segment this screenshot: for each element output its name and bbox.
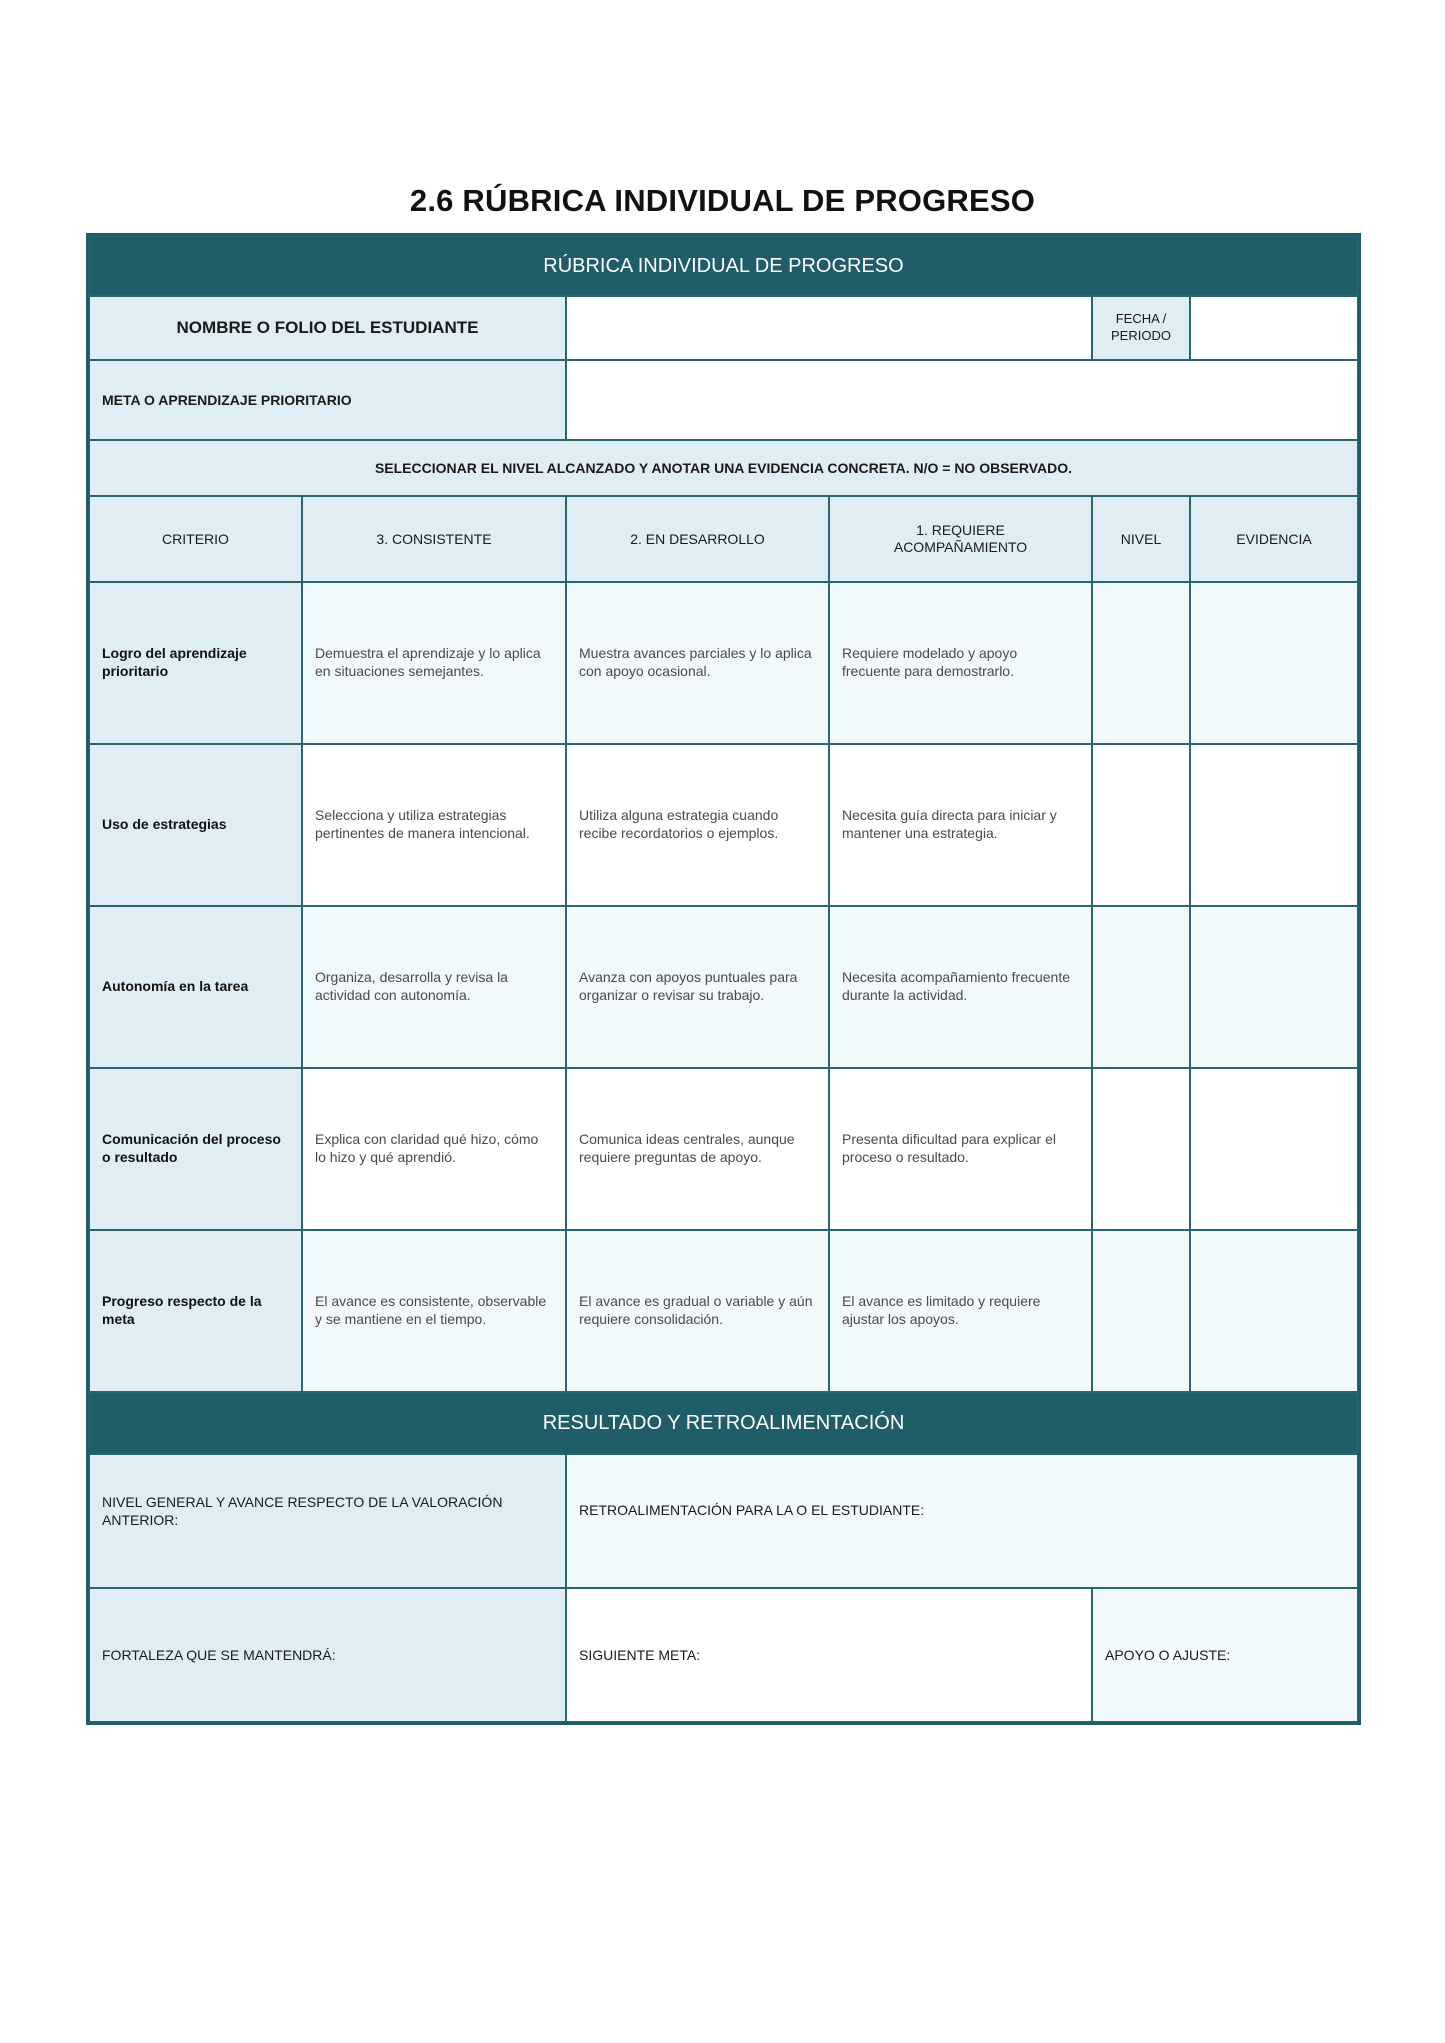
column-header-en-desarrollo: 2. EN DESARROLLO [566, 496, 829, 582]
evidencia-field[interactable] [1190, 582, 1358, 744]
nivel-field[interactable] [1092, 744, 1190, 906]
criterion-name: Autonomía en la tarea [89, 906, 302, 1068]
criterion-name: Logro del aprendizaje prioritario [89, 582, 302, 744]
evidencia-field[interactable] [1190, 744, 1358, 906]
nivel-field[interactable] [1092, 582, 1190, 744]
goal-label: META O APRENDIZAJE PRIORITARIO [89, 360, 566, 440]
descriptor-consistente: Demuestra el aprendizaje y lo aplica en situaciones semejantes. [302, 582, 566, 744]
student-name-label: NOMBRE O FOLIO DEL ESTUDIANTE [89, 296, 566, 360]
descriptor-en-desarrollo: Comunica ideas centrales, aunque requiere preguntas de apoyo. [566, 1068, 829, 1230]
page-title: 2.6 RÚBRICA INDIVIDUAL DE PROGRESO [409, 183, 1036, 218]
column-header-criterio: CRITERIO [89, 496, 302, 582]
descriptor-requiere: Requiere modelado y apoyo frecuente para demostrarlo. [829, 582, 1092, 744]
column-header-consistente: 3. CONSISTENTE [302, 496, 566, 582]
evidencia-field[interactable] [1190, 1230, 1358, 1392]
column-header-nivel: NIVEL [1092, 496, 1190, 582]
descriptor-en-desarrollo: El avance es gradual o variable y aún requiere consolidación. [566, 1230, 829, 1392]
criterion-name: Uso de estrategias [89, 744, 302, 906]
descriptor-consistente: El avance es consistente, observable y se mantiene en el tiempo. [302, 1230, 566, 1392]
result-feedback-band: RESULTADO Y RETROALIMENTACIÓN [89, 1392, 1358, 1454]
nivel-field[interactable] [1092, 1230, 1190, 1392]
descriptor-en-desarrollo: Utiliza alguna estrategia cuando recibe recordatorios o ejemplos. [566, 744, 829, 906]
descriptor-consistente: Explica con claridad qué hizo, cómo lo hizo y qué aprendió. [302, 1068, 566, 1230]
column-header-evidencia: EVIDENCIA [1190, 496, 1358, 582]
next-goal-label: SIGUIENTE META: [579, 1647, 701, 1663]
goal-field[interactable] [566, 360, 1358, 440]
descriptor-requiere: Necesita guía directa para iniciar y mantener una estrategia. [829, 744, 1092, 906]
descriptor-requiere: El avance es limitado y requiere ajustar los apoyos. [829, 1230, 1092, 1392]
strength-field[interactable] [89, 1588, 566, 1722]
student-name-field[interactable] [566, 296, 1092, 360]
evidencia-field[interactable] [1190, 906, 1358, 1068]
evidencia-field[interactable] [1190, 1068, 1358, 1230]
overall-level-label: NIVEL GENERAL Y AVANCE RESPECTO DE LA VALORACIÓN ANTERIOR: [102, 1494, 503, 1529]
feedback-label: RETROALIMENTACIÓN PARA LA O EL ESTUDIANTE: [579, 1502, 925, 1518]
next-goal-field[interactable] [566, 1588, 1092, 1722]
column-header-requiere: 1. REQUIERE ACOMPAÑAMIENTO [829, 496, 1092, 582]
descriptor-requiere: Necesita acompañamiento frecuente durante la actividad. [829, 906, 1092, 1068]
overall-level-field[interactable] [89, 1454, 566, 1588]
descriptor-en-desarrollo: Muestra avances parciales y lo aplica con apoyo ocasional. [566, 582, 829, 744]
descriptor-en-desarrollo: Avanza con apoyos puntuales para organizar o revisar su trabajo. [566, 906, 829, 1068]
rubric-form [86, 233, 1361, 1725]
descriptor-consistente: Selecciona y utiliza estrategias pertinentes de manera intencional. [302, 744, 566, 906]
rubric-header-band: RÚBRICA INDIVIDUAL DE PROGRESO [89, 236, 1358, 296]
support-adjustment-label: APOYO O AJUSTE: [1105, 1647, 1231, 1663]
nivel-field[interactable] [1092, 1068, 1190, 1230]
descriptor-requiere: Presenta dificultad para explicar el proceso o resultado. [829, 1068, 1092, 1230]
date-period-label: FECHA / PERIODO [1092, 296, 1190, 360]
support-adjustment-field[interactable] [1092, 1588, 1358, 1722]
criterion-name: Progreso respecto de la meta [89, 1230, 302, 1392]
instructions-text: SELECCIONAR EL NIVEL ALCANZADO Y ANOTAR UNA EVIDENCIA CONCRETA. N/O = NO OBSERVADO. [89, 440, 1358, 496]
strength-label: FORTALEZA QUE SE MANTENDRÁ: [102, 1647, 336, 1663]
nivel-field[interactable] [1092, 906, 1190, 1068]
date-period-field[interactable] [1190, 296, 1358, 360]
feedback-field[interactable] [566, 1454, 1358, 1588]
criterion-name: Comunicación del proceso o resultado [89, 1068, 302, 1230]
descriptor-consistente: Organiza, desarrolla y revisa la actividad con autonomía. [302, 906, 566, 1068]
